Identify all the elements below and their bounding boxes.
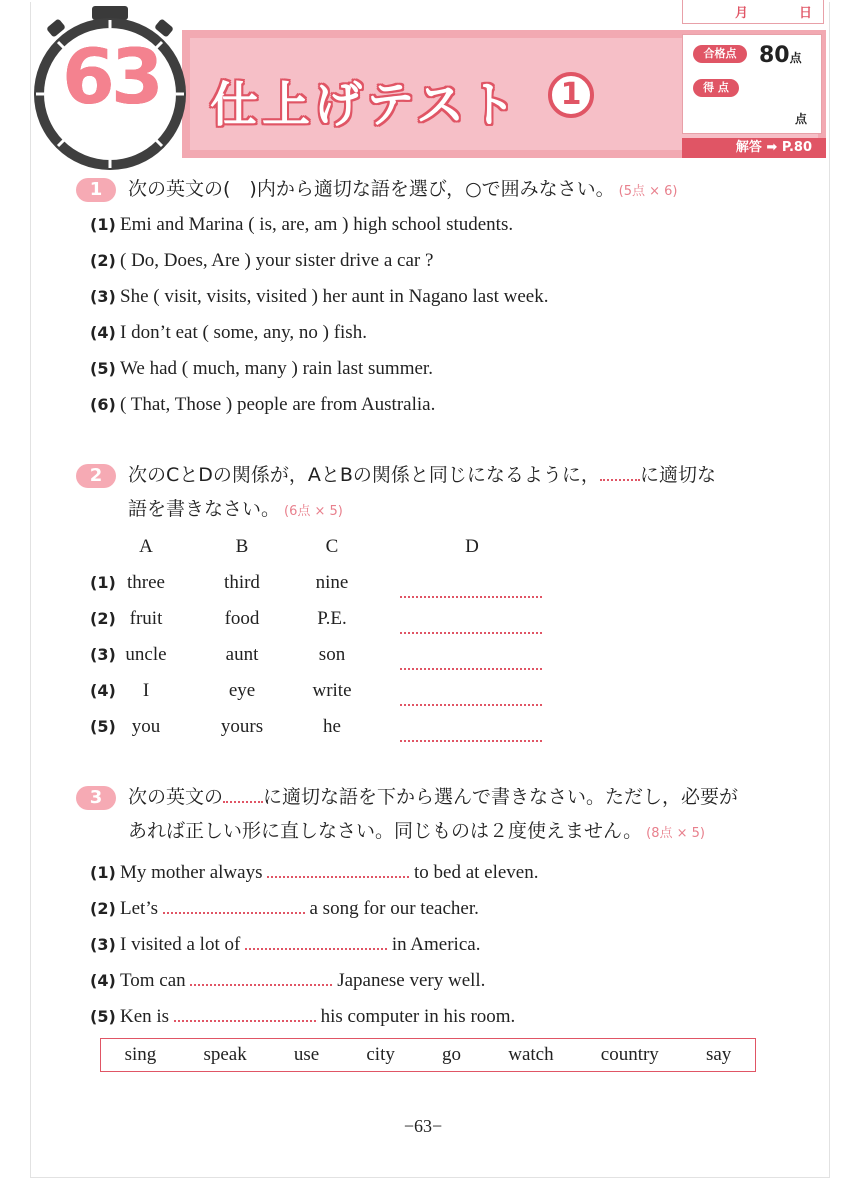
word-bank-item: speak <box>203 1044 247 1065</box>
section-3-points: (8点 × 5) <box>646 826 705 841</box>
question-before: My mother always <box>120 862 263 883</box>
answer-blank[interactable] <box>163 894 305 914</box>
answer-blank[interactable] <box>400 722 542 742</box>
section-3 <box>76 780 806 851</box>
row-number: (5) <box>90 717 116 736</box>
page-number: −63− <box>403 1116 443 1136</box>
word-bank-item: sing <box>124 1044 157 1065</box>
cell-b: food <box>224 608 260 629</box>
question-number: (5) <box>90 359 116 378</box>
section-2-badge: 2 <box>76 464 116 488</box>
cell-c: son <box>318 644 346 665</box>
question-after: Japanese very well. <box>337 970 486 991</box>
section-3-badge: 3 <box>76 786 116 810</box>
word-bank-item: country <box>600 1044 659 1065</box>
section-1-instruction: 次の英文の( )内から適切な語を選び，○で囲みなさい。 <box>128 178 615 200</box>
question-before: I visited a lot of <box>120 934 241 955</box>
month-label: 月 <box>735 6 749 21</box>
question-text: ( Do, Does, Are ) your sister drive a car ? <box>120 250 434 271</box>
question-after: his computer in his room. <box>320 1006 516 1027</box>
question-number: (4) <box>90 971 116 990</box>
word-bank-item: go <box>442 1044 462 1065</box>
cell-b: third <box>224 572 260 593</box>
row-number: (3) <box>90 645 116 664</box>
question-3-5 <box>90 1002 515 1028</box>
answer-reference: 解答 ➡ P.80 <box>682 138 826 158</box>
question-after: in America. <box>391 934 481 955</box>
section-2-instruction-c: 語を書きなさい。 <box>128 498 281 520</box>
question-3-1 <box>90 858 539 884</box>
blank-sample <box>600 461 640 481</box>
pass-score-value: 80 <box>759 43 790 68</box>
column-header-b: B <box>235 536 249 557</box>
question-text: She ( visit, visits, visited ) her aunt in Nagano last week. <box>120 286 549 307</box>
answer-blank[interactable] <box>245 930 387 950</box>
cell-a: I <box>142 680 150 701</box>
score-box <box>682 34 822 134</box>
cell-c: nine <box>315 572 349 593</box>
question-number: (2) <box>90 899 116 918</box>
question-1-2 <box>90 250 433 272</box>
answer-blank[interactable] <box>400 650 542 670</box>
question-before: Let’s <box>120 898 158 919</box>
question-1-3 <box>90 286 548 308</box>
date-tab <box>682 0 824 24</box>
word-bank-item: city <box>366 1044 395 1065</box>
day-label: 日 <box>799 6 813 21</box>
question-number: (4) <box>90 323 116 342</box>
question-text: I don’t eat ( some, any, no ) fish. <box>120 322 367 343</box>
blank-sample <box>223 783 263 803</box>
cell-b: yours <box>220 716 264 737</box>
answer-blank[interactable] <box>190 966 332 986</box>
question-number: (3) <box>90 287 116 306</box>
earned-score-unit: 点 <box>794 112 807 126</box>
column-header-c: C <box>325 536 339 557</box>
question-1-6 <box>90 394 435 416</box>
column-header-d: D <box>465 536 479 557</box>
section-2-instruction-b: に適切な <box>639 464 716 486</box>
question-3-3 <box>90 930 480 956</box>
question-number: (1) <box>90 215 116 234</box>
cell-b: aunt <box>225 644 259 665</box>
section-2 <box>76 458 796 529</box>
section-1-badge: 1 <box>76 178 116 202</box>
answer-blank[interactable] <box>267 858 409 878</box>
row-number: (2) <box>90 609 116 628</box>
question-text: We had ( much, many ) rain last summer. <box>120 358 433 379</box>
cell-c: write <box>312 680 352 701</box>
section-3-instruction-c: あれば正しい形に直しなさい。同じものは２度使えません。 <box>128 820 643 842</box>
answer-blank[interactable] <box>400 614 542 634</box>
cell-c: P.E. <box>317 608 347 629</box>
lesson-number: 63 <box>62 32 160 121</box>
pass-score <box>759 43 802 68</box>
page-title: 仕上げテスト <box>210 77 521 133</box>
column-header-a: A <box>139 536 153 557</box>
answer-blank[interactable] <box>400 578 542 598</box>
question-3-2 <box>90 894 479 920</box>
cell-a: uncle <box>125 644 167 665</box>
word-bank-item: use <box>293 1044 320 1065</box>
question-number: (1) <box>90 863 116 882</box>
row-number: (4) <box>90 681 116 700</box>
section-2-instruction-a: 次のCとDの関係が，AとBの関係と同じになるように， <box>128 464 600 486</box>
question-text: Emi and Marina ( is, are, am ) high school students. <box>120 214 514 235</box>
row-number: (1) <box>90 573 116 592</box>
question-1-4 <box>90 322 367 344</box>
question-number: (6) <box>90 395 116 414</box>
answer-blank[interactable] <box>400 686 542 706</box>
cell-a: you <box>131 716 161 737</box>
question-3-4 <box>90 966 485 992</box>
word-bank-item: watch <box>508 1044 554 1065</box>
answer-blank[interactable] <box>174 1002 316 1022</box>
question-before: Ken is <box>120 1006 170 1027</box>
cell-c: he <box>323 716 341 737</box>
question-number: (3) <box>90 935 116 954</box>
section-3-instruction-b: に適切な語を下から選んで書きなさい。ただし，必要が <box>263 786 739 808</box>
section-1-points: (5点 × 6) <box>618 184 678 199</box>
question-number: (5) <box>90 1007 116 1026</box>
question-before: Tom can <box>120 970 186 991</box>
cell-a: three <box>127 572 165 593</box>
question-after: a song for our teacher. <box>309 898 479 919</box>
word-bank <box>100 1038 756 1072</box>
cell-b: eye <box>228 680 256 701</box>
question-1-5 <box>90 358 433 380</box>
question-1-1 <box>90 214 513 236</box>
question-after: to bed at eleven. <box>413 862 539 883</box>
section-1 <box>76 172 678 209</box>
pass-score-label: 合格点 <box>693 45 747 63</box>
section-2-points: (6点 × 5) <box>284 504 343 519</box>
word-bank-item: say <box>705 1044 732 1065</box>
pass-score-unit: 点 <box>789 51 802 65</box>
earned-score-label: 得 点 <box>693 79 739 97</box>
cell-a: fruit <box>129 608 163 629</box>
section-3-instruction-a: 次の英文の <box>128 786 224 808</box>
question-text: ( That, Those ) people are from Australia. <box>120 394 436 415</box>
title-number-badge: 1 <box>548 72 594 118</box>
question-number: (2) <box>90 251 116 270</box>
